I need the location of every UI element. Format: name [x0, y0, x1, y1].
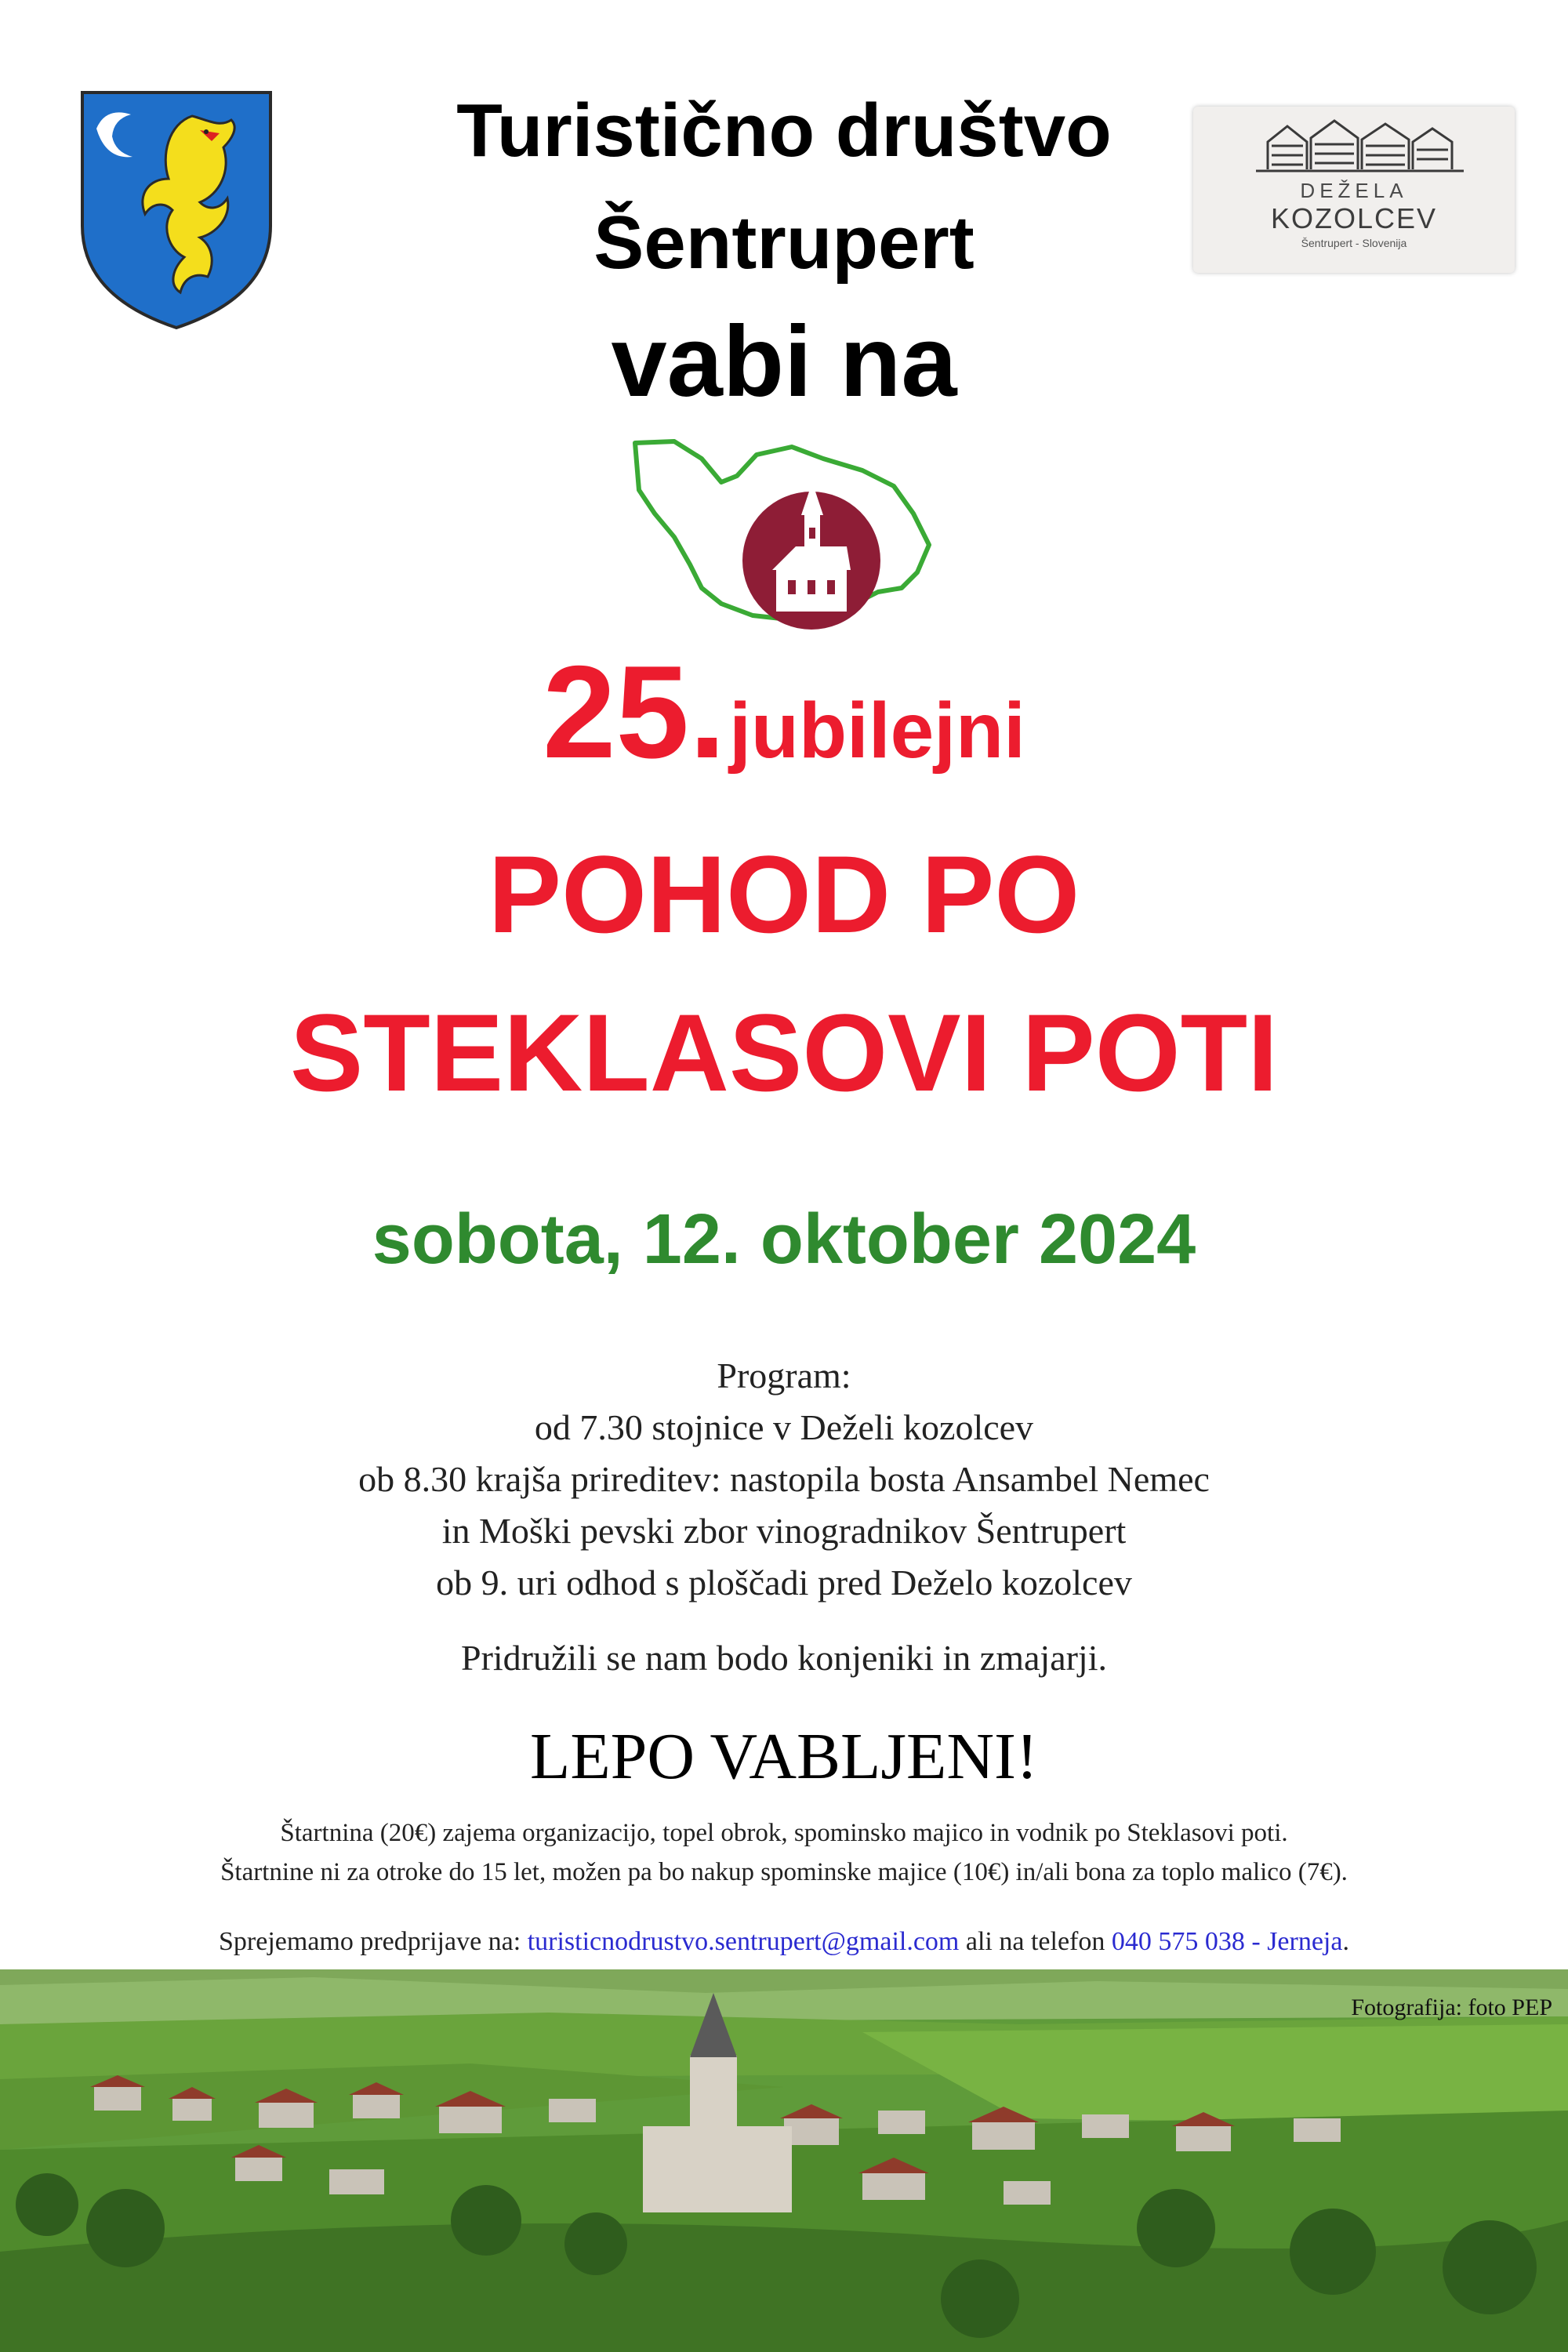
prereg-middle: ali na telefon: [959, 1927, 1112, 1956]
invite-heading: vabi na: [611, 306, 957, 418]
contact-phone-link[interactable]: 040 575 038 - Jerneja: [1111, 1927, 1343, 1956]
event-title-line2: STEKLASOVI POTI: [289, 991, 1279, 1114]
prereg-prefix: Sprejemamo predprijave na:: [219, 1927, 528, 1956]
event-edition-number: 25.: [543, 638, 726, 786]
program-heading: Program:: [717, 1356, 851, 1396]
fee-info-line2: Štartnine ni za otroke do 15 let, možen pa bo nakup spominske majice (10€) in/ali bona za toplo malico (7€).: [220, 1858, 1348, 1886]
jubilee-heading: [0, 637, 1568, 788]
preregistration-line: [0, 1927, 1568, 1957]
photo-credit: Fotografija: foto PEP: [1351, 1994, 1552, 2020]
program-line: od 7.30 stojnice v Deželi kozolcev: [534, 1407, 1034, 1447]
dezela-kozolcev-logo: [1193, 107, 1515, 273]
program-line: ob 9. uri odhod s ploščadi pred Deželo kozolcev: [436, 1563, 1132, 1602]
trail-map-church-icon: [627, 427, 941, 631]
event-date: sobota, 12. oktober 2024: [372, 1200, 1196, 1279]
prereg-suffix: .: [1342, 1927, 1349, 1956]
village-landscape-photo: [0, 1969, 1568, 2352]
event-title-line1: POHOD PO: [488, 833, 1080, 956]
organization-name-line2: Šentrupert: [593, 201, 975, 285]
fee-info-line1: Štartnina (20€) zajema organizacijo, topel obrok, spominsko majico in vodnik po Steklasovi poti.: [280, 1819, 1288, 1847]
welcome-text: LEPO VABLJENI!: [530, 1720, 1038, 1793]
program-line: in Moški pevski zbor vinogradnikov Šentrupert: [441, 1511, 1127, 1551]
contact-email-link[interactable]: turisticnodrustvo.sentrupert@gmail.com: [527, 1927, 960, 1956]
program-section: [0, 1350, 1568, 1609]
event-jubilee-word: jubilejni: [729, 687, 1025, 775]
organization-name-line1: Turistično društvo: [456, 89, 1112, 172]
program-join-note: Pridružili se nam bodo konjeniki in zmajarji.: [460, 1638, 1107, 1678]
kozolcev-logo-top-text: DEŽELA: [1300, 179, 1408, 202]
kozolcev-logo-main-text: KOZOLCEV: [1270, 202, 1438, 234]
kozolcev-logo-sub-text: Šentrupert - Slovenija: [1301, 237, 1407, 249]
program-line: ob 8.30 krajša prireditev: nastopila bosta Ansambel Nemec: [358, 1459, 1210, 1499]
